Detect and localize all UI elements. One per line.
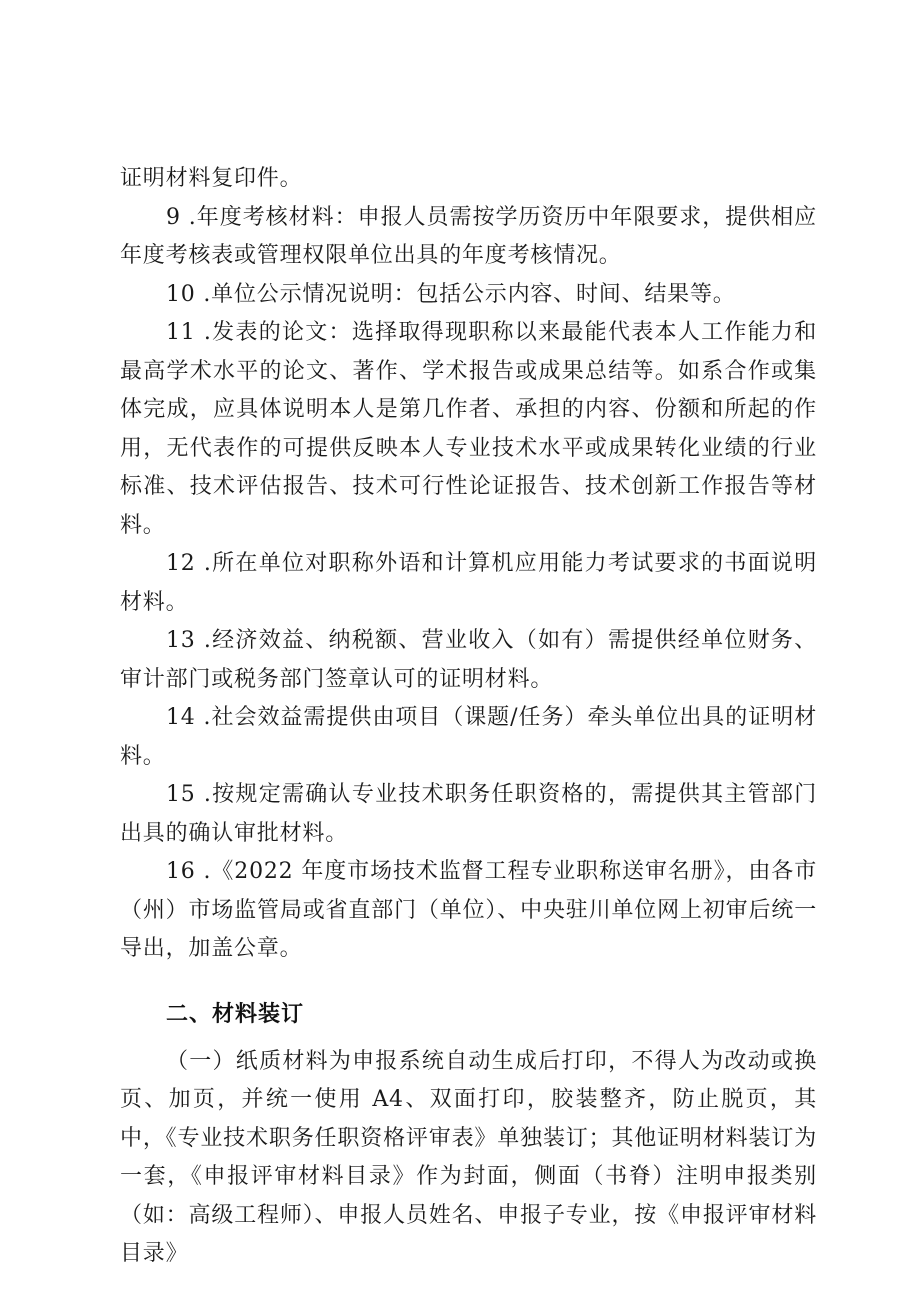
paragraph-item-10: 10 .单位公示情况说明：包括公示内容、时间、结果等。 xyxy=(166,281,736,307)
paragraph-item-16: 16 .《2022 年度市场技术监督工程专业职称送审名册》，由各市（州）市场监管局或省直部门（单位）、中央驻川单位网上初审后统一导出，加盖公章。 xyxy=(120,859,817,961)
paragraph-item-14: 14 .社会效益需提供由项目（课题/任务）牵头单位出具的证明材料。 xyxy=(120,705,817,769)
paragraph-item-15: 15 .按规定需确认专业技术职务任职资格的，需提供其主管部门出具的确认审批材料。 xyxy=(120,782,817,846)
paragraph-item-12: 12 .所在单位对职称外语和计算机应用能力考试要求的书面说明材料。 xyxy=(120,551,817,615)
paragraph-binding-1: （一）纸质材料为申报系统自动生成后打印，不得人为改动或换页、加页，并统一使用 A4、双面打印，胶装整齐，防止脱页，其中，《专业技术职务任职资格评审表》单独装订；其他证明材料装订为一套，《申报评审材料目录》作为封面，侧面（书脊）注明申报类别（如：高级工程师）、申报人员姓名、申报子专业，按《申报评审材料目录》 xyxy=(120,1048,817,1266)
document-body xyxy=(120,160,817,1274)
section-heading: 二、材料装订 xyxy=(166,1001,305,1027)
paragraph-item-11: 11 .发表的论文：选择取得现职称以来最能代表本人工作能力和最高学术水平的论文、著作、学术报告或成果总结等。如系合作或集体完成，应具体说明本人是第几作者、承担的内容、份额和所起的作用，无代表作的可提供反映本人专业技术水平或成果转化业绩的行业标准、技术评估报告、技术可行性论证报告、技术创新工作报告等材料。 xyxy=(120,320,817,538)
paragraph-continuation: 证明材料复印件。 xyxy=(120,166,303,191)
paragraph-item-9: 9 .年度考核材料：申报人员需按学历资历中年限要求，提供相应年度考核表或管理权限单位出具的年度考核情况。 xyxy=(120,204,817,268)
paragraph-item-13: 13 .经济效益、纳税额、营业收入（如有）需提供经单位财务、审计部门或税务部门签章认可的证明材料。 xyxy=(120,628,817,692)
